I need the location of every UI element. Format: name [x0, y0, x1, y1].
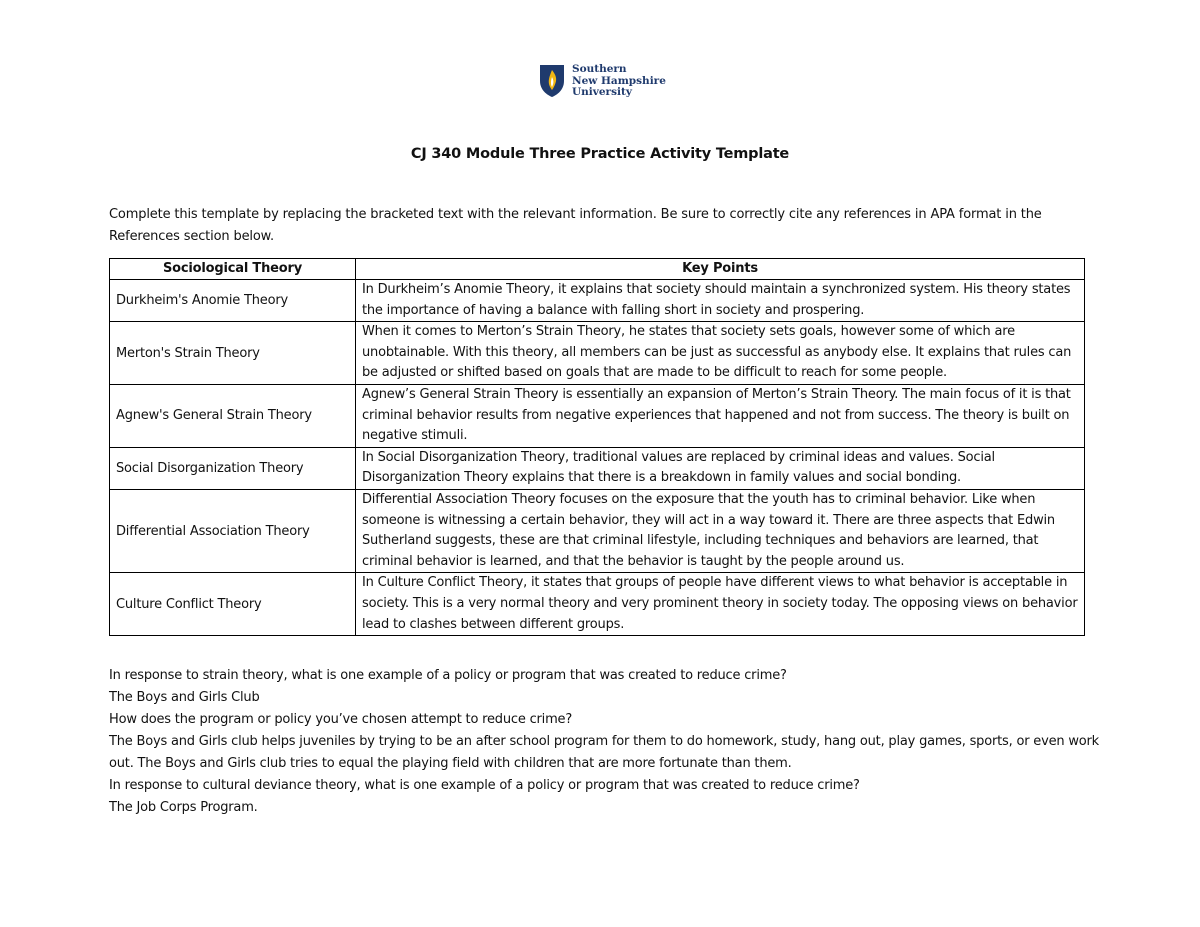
- answer-strain-theory: The Boys and Girls Club: [109, 690, 260, 705]
- theory-name-cell: Social Disorganization Theory: [110, 447, 356, 489]
- theory-name-cell: Merton's Strain Theory: [110, 322, 356, 385]
- table-row: [110, 280, 1085, 322]
- table-row: [110, 447, 1085, 489]
- key-points-cell: In Culture Conflict Theory, it states that groups of people have different views to what behavior is acceptable in society. This is a very normal theory and very prominent theory in society today. The opposing views on behavior lead to clashes between different groups.: [356, 573, 1085, 636]
- university-logo: [539, 64, 666, 99]
- key-points-cell: Agnew’s General Strain Theory is essentially an expansion of Merton’s Strain Theory. The main focus of it is that criminal behavior results from negative experiences that happened and not from success. The theory is built on negative stimuli.: [356, 384, 1085, 447]
- key-points-cell: Differential Association Theory focuses on the exposure that the youth has to criminal behavior. Like when someone is witnessing a certain behavior, they will act in a way toward it. There are three aspects that Edwin Sutherland suggests, these are that criminal lifestyle, including techniques and behaviors are learned, that criminal behavior is learned, and that the behavior is taught by the people around us.: [356, 489, 1085, 572]
- theory-name-cell: Agnew's General Strain Theory: [110, 384, 356, 447]
- header-key-points: Key Points: [356, 259, 1085, 280]
- table-row: [110, 322, 1085, 385]
- logo-line-1: Southern: [572, 63, 627, 75]
- question-cultural-deviance: In response to cultural deviance theory, what is one example of a policy or program that was created to reduce crime?: [109, 778, 860, 793]
- logo-line-2: New Hampshire: [572, 74, 666, 87]
- shield-flame-icon: [539, 64, 565, 98]
- key-points-cell: In Social Disorganization Theory, traditional values are replaced by criminal ideas and values. Social Disorganization Theory explains that there is a breakdown in family values and social bonding.: [356, 447, 1085, 489]
- key-points-cell: When it comes to Merton’s Strain Theory, he states that society sets goals, however some of which are unobtainable. With this theory, all members can be just as successful as anybody else. It explains that rules can be adjusted or shifted based on goals that are made to be difficult to reach for some people.: [356, 322, 1085, 385]
- logo-line-3: University: [572, 86, 632, 98]
- theories-table: [109, 258, 1085, 636]
- key-points-cell: In Durkheim’s Anomie Theory, it explains that society should maintain a synchronized system. His theory states the importance of having a balance with falling short in society and prospering.: [356, 280, 1085, 322]
- document-title: CJ 340 Module Three Practice Activity Template: [410, 146, 790, 162]
- table-row: [110, 573, 1085, 636]
- intro-paragraph: Complete this template by replacing the bracketed text with the relevant information. Be sure to correctly cite any references in APA format in the References section below.: [109, 207, 1042, 244]
- question-strain-theory: In response to strain theory, what is one example of a policy or program that was created to reduce crime?: [109, 668, 787, 683]
- logo-wordmark: [572, 64, 666, 99]
- header-sociological-theory: Sociological Theory: [110, 259, 356, 280]
- theory-name-cell: Durkheim's Anomie Theory: [110, 280, 356, 322]
- table-row: [110, 384, 1085, 447]
- answer-cultural-deviance: The Job Corps Program.: [109, 800, 258, 815]
- theory-name-cell: Differential Association Theory: [110, 489, 356, 572]
- table-header-row: [110, 259, 1085, 280]
- question-program-approach: How does the program or policy you’ve chosen attempt to reduce crime?: [109, 712, 573, 727]
- table-row: [110, 489, 1085, 572]
- questions-and-answers: [109, 665, 1099, 819]
- answer-program-approach: The Boys and Girls club helps juveniles by trying to be an after school program for them to do homework, study, hang out, play games, sports, or even work out. The Boys and Girls club tries to equal the playing field with children that are more fortunate than them.: [109, 734, 1100, 771]
- theory-name-cell: Culture Conflict Theory: [110, 573, 356, 636]
